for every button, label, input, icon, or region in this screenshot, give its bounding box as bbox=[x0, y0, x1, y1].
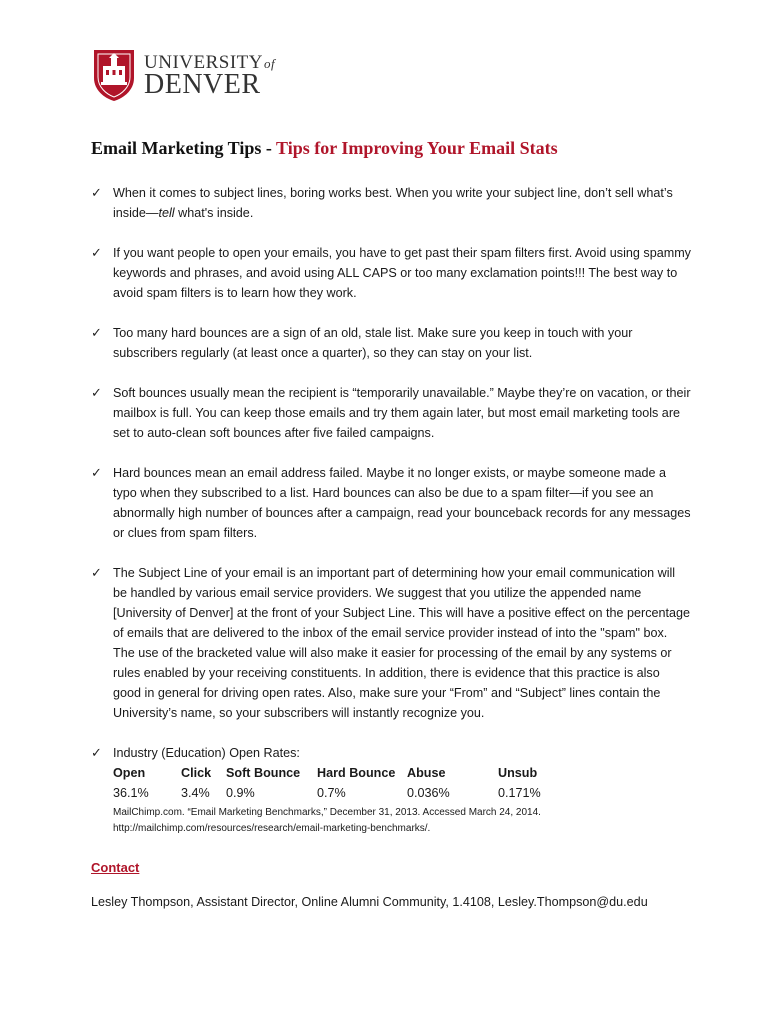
tip-item bbox=[91, 183, 691, 223]
checkmark-icon: ✓ bbox=[91, 325, 102, 340]
rates-val-abuse: 0.036% bbox=[407, 786, 450, 800]
university-logo bbox=[92, 48, 292, 104]
tip-text: Hard bounces mean an email address failed. Maybe it no longer exists, or maybe someone made a typo when they subscribed to a list. Hard bounces can also be due to a spam filter—if you see an abnormally high number of bounces after a campaign, read your bounceback records for any messages or clues from spam filters. bbox=[113, 466, 691, 540]
citation-line: MailChimp.com. “Email Marketing Benchmarks,” December 31, 2013. Accessed March 24, 2014. bbox=[113, 807, 541, 818]
checkmark-icon: ✓ bbox=[91, 565, 102, 580]
tip-item bbox=[91, 243, 691, 303]
tip-item bbox=[91, 383, 691, 443]
page-title bbox=[91, 138, 558, 159]
tip-text: When it comes to subject lines, boring works best. When you write your subject line, don’t sell what’s inside—tell what's inside. bbox=[113, 186, 673, 220]
rates-col-hard-bounce: Hard Bounce bbox=[317, 766, 396, 780]
logo-denver-text: DENVER bbox=[144, 69, 261, 100]
rates-col-soft-bounce: Soft Bounce bbox=[226, 766, 301, 780]
tip-item bbox=[91, 563, 691, 723]
rates-header-row bbox=[113, 763, 691, 783]
rates-val-soft-bounce: 0.9% bbox=[226, 786, 255, 800]
title-main: Email Marketing Tips - bbox=[91, 138, 277, 158]
tip-text: If you want people to open your emails, you have to get past their spam filters first. Avoid using spammy keywords and phrases, and avoid using ALL CAPS or too many exclamation points!!! The best way to avoid spam filters is to learn how they work. bbox=[113, 246, 691, 300]
rates-col-open: Open bbox=[113, 766, 146, 780]
tip-text: Too many hard bounces are a sign of an old, stale list. Make sure you keep in touch with your subscribers regularly (at least once a quarter), so they can stay on your list. bbox=[113, 326, 633, 360]
rates-col-click: Click bbox=[181, 766, 212, 780]
rates-val-open: 36.1% bbox=[113, 786, 149, 800]
contact-heading: Contact bbox=[91, 860, 140, 875]
checkmark-icon: ✓ bbox=[91, 185, 102, 200]
citation-url: http://mailchimp.com/resources/research/email-marketing-benchmarks/. bbox=[113, 823, 431, 834]
rates-val-unsub: 0.171% bbox=[498, 786, 541, 800]
rates-val-click: 3.4% bbox=[181, 786, 210, 800]
contact-info: Lesley Thompson, Assistant Director, Online Alumni Community, 1.4108, Lesley.Thompson@du.edu bbox=[91, 895, 648, 909]
checkmark-icon: ✓ bbox=[91, 385, 102, 400]
checkmark-icon: ✓ bbox=[91, 245, 102, 260]
tip-item bbox=[91, 323, 691, 363]
rates-col-abuse: Abuse bbox=[407, 766, 446, 780]
tip-text: Soft bounces usually mean the recipient is “temporarily unavailable.” Maybe they’re on vacation, or their mailbox is full. You can keep those emails and try them again later, but most email marketing tools are set to auto-clean soft bounces after five failed campaigns. bbox=[113, 386, 691, 440]
rates-col-unsub: Unsub bbox=[498, 766, 538, 780]
shield-icon bbox=[92, 48, 136, 102]
checkmark-icon: ✓ bbox=[91, 745, 102, 760]
tips-list bbox=[91, 183, 691, 857]
logo-university-text: UNIVERSITYof bbox=[144, 52, 276, 73]
rates-val-hard-bounce: 0.7% bbox=[317, 786, 346, 800]
tip-item bbox=[91, 463, 691, 543]
open-rates-heading: Industry (Education) Open Rates: bbox=[113, 746, 300, 760]
tip-text: The Subject Line of your email is an important part of determining how your email communication will be handled by various email service providers. We suggest that you utilize the appended name [University of Denver] at the front of your Subject Line. This will have a positive effect on the percentage of emails that are delivered to the inbox of the email service provider instead of into the "spam" box. The use of the bracketed value will also make it easier for processing of the email by any systems or rules enabled by your receiving constituents. In addition, there is evidence that this practice is also good in general for driving open rates. Also, make sure your “From” and “Subject” lines contain the University’s name, so your subscribers will instantly recognize you. bbox=[113, 566, 691, 720]
title-subtitle: Tips for Improving Your Email Stats bbox=[276, 138, 558, 158]
checkmark-icon: ✓ bbox=[91, 465, 102, 480]
open-rates-section bbox=[91, 743, 691, 837]
citation bbox=[113, 805, 691, 837]
rates-value-row bbox=[113, 783, 691, 803]
open-rates-table bbox=[113, 763, 691, 837]
